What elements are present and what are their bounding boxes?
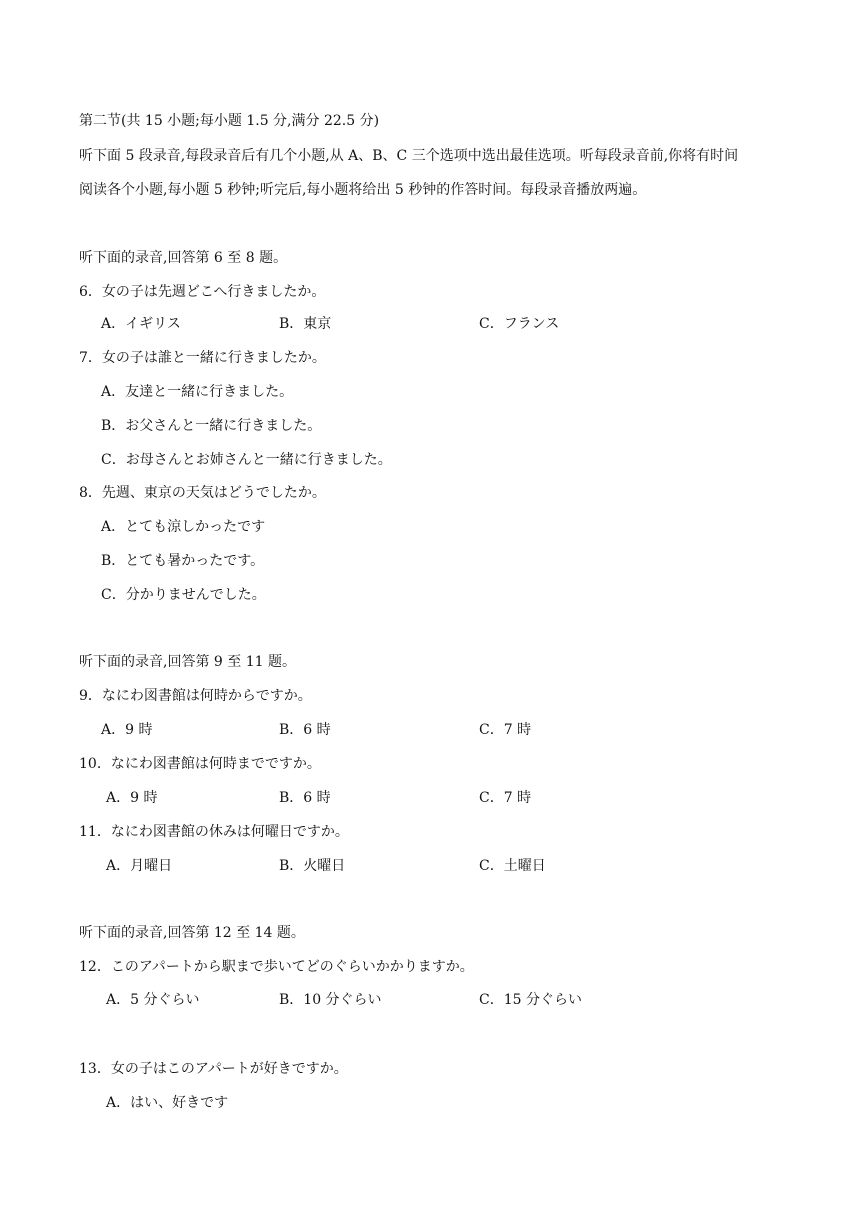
- q12-option-a[interactable]: A．5 分ぐらい: [106, 992, 200, 1008]
- q13-option-a[interactable]: A．はい、好きです: [106, 1095, 229, 1111]
- group2-intro: 听下面的录音,回答第 9 至 11 题。: [79, 654, 296, 670]
- question-12: 12．このアパートから駅まで歩いてどのぐらいかかりますか。: [79, 959, 474, 975]
- q8-option-b[interactable]: B．とても暑かったです。: [101, 553, 265, 569]
- question-7: 7．女の子は誰と一緒に行きましたか。: [79, 350, 326, 366]
- q10-option-c[interactable]: C．7 時: [479, 790, 532, 806]
- q10-option-a[interactable]: A．9 時: [106, 790, 158, 806]
- q10-option-b[interactable]: B．6 時: [279, 790, 331, 806]
- q6-option-b[interactable]: B．東京: [279, 316, 332, 332]
- q11-option-c[interactable]: C．土曜日: [479, 858, 546, 874]
- q8-option-c[interactable]: C．分かりませんでした。: [101, 587, 266, 603]
- group1-intro: 听下面的录音,回答第 6 至 8 题。: [79, 250, 288, 266]
- q7-option-c[interactable]: C．お母さんとお姉さんと一緒に行きました。: [101, 452, 392, 468]
- question-11: 11．なにわ図書館の休みは何曜日ですか。: [79, 824, 349, 840]
- q7-option-a[interactable]: A．友達と一緒に行きました。: [101, 384, 294, 400]
- q7-option-b[interactable]: B．お父さんと一緒に行きました。: [101, 418, 322, 434]
- q12-option-b[interactable]: B．10 分ぐらい: [279, 992, 382, 1008]
- instructions-line-2: 阅读各个小题,每小题 5 秒钟;听完后,每小题将给出 5 秒钟的作答时间。每段录音播放两遍。: [79, 182, 647, 198]
- q8-option-a[interactable]: A．とても涼しかったです: [101, 519, 266, 535]
- q9-option-a[interactable]: A．9 時: [101, 722, 153, 738]
- q11-option-a[interactable]: A．月曜日: [106, 858, 173, 874]
- question-6: 6．女の子は先週どこへ行きましたか。: [79, 284, 326, 300]
- q9-option-c[interactable]: C．7 時: [479, 722, 532, 738]
- question-9: 9．なにわ図書館は何時からですか。: [79, 688, 312, 704]
- question-10: 10．なにわ図書館は何時までですか。: [79, 756, 321, 772]
- q9-option-b[interactable]: B．6 時: [279, 722, 331, 738]
- q6-option-c[interactable]: C．フランス: [479, 316, 560, 332]
- question-8: 8．先週、東京の天気はどうでしたか。: [79, 485, 326, 501]
- q12-option-c[interactable]: C．15 分ぐらい: [479, 992, 582, 1008]
- instructions-line-1: 听下面 5 段录音,每段录音后有几个小题,从 A、B、C 三个选项中选出最佳选项。听每段录音前,你将有时间: [79, 148, 739, 164]
- q11-option-b[interactable]: B．火曜日: [279, 858, 346, 874]
- q6-option-a[interactable]: A．イギリス: [101, 316, 181, 332]
- section-header: 第二节(共 15 小题;每小题 1.5 分,满分 22.5 分): [79, 113, 380, 129]
- question-13: 13．女の子はこのアパートが好きですか。: [79, 1061, 348, 1077]
- group3-intro: 听下面的录音,回答第 12 至 14 题。: [79, 925, 305, 941]
